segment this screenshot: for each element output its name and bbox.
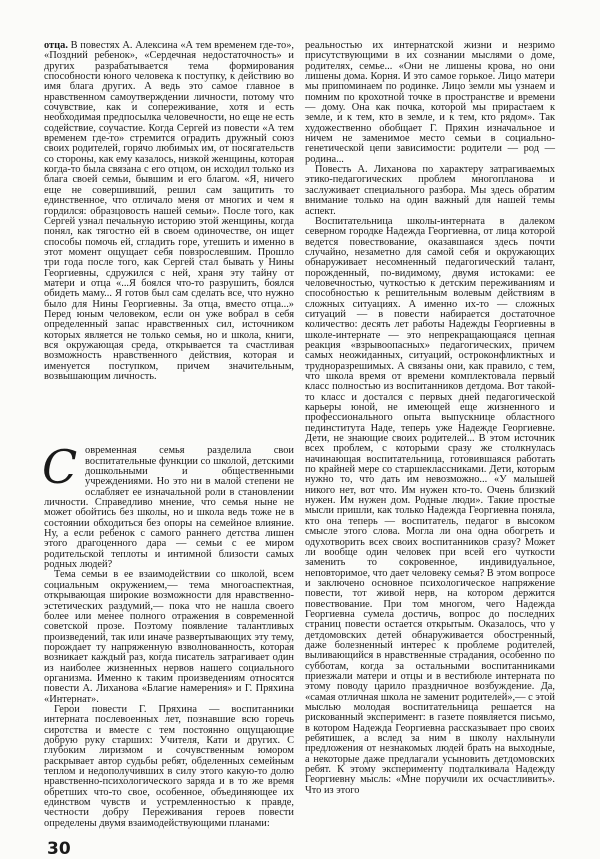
paragraph: Повесть А. Лиханова по характеру затрагиваемых этико-педагогических проблем многопланова и заслуживает специального разбора. Мы здесь обратим внимание только на один важный для нашей темы аспект.: [305, 164, 555, 217]
paragraph: [44, 41, 294, 382]
paragraph: Воспитательница школы-интерната в далеком северном городке Надежда Георгиевна, от лица которой ведется повествование, оказавшаяся здесь почти случайно, незаметно для самой себя и окружающих обнаруживает несомненный педагогический талант, порожденный, по-видимому, двумя истоками: ее человечностью, чуткостью к детским переживаниям и способностью к решительным волевым действиям в сложных ситуациях. А именно их-то — сложных ситуаций — в повести набирается достаточное количество: десять лет работы Надежды Георгиевны в школе-интернате — это непрекращающаяся цепная реакция «взрывоопасных» педагогических, причем самых неожиданных, ситуаций, остроконфликтных и трудноразрешимых. А связаны они, как правило, с тем, что школа время от времени комплектовала первый класс полностью из воспитанников детдома. Вот такой-то класс и достался с первых дней педагогической карьеры юной, не имеющей еще жизненного и профессионального опыта выпускнице областного пединститута Наде, теперь уже Надежде Георгиевне. Дети, не знающие своих родителей... В этом источник всех проблем, с которыми сразу же столкнулась начинающая воспитательница, готовившаяся работать по крайней мере со старшеклассниками. Дети, которым нужно то, что дать им невозможно... «У малышей никого нет, вот что. Им нужен кто-то. Очень близкий нужен. Им нужен дом. Родные люди». Такие простые мысли пришли, как только Надежда Георгиевна поняла, кто она теперь — воспитатель, педагог в высоком смысле этого слова. Могла ли она одна обогреть и одухотворить всех своих воспитанников сразу? Может ли вообще один человек при всей его чуткости заменить то сокровенное, индивидуальное, неповторимое, что дает человеку семья? В этом вопросе и заключено основное психологическое напряжение повести, тот живой нерв, на котором держится повествование. При том многом, чего Надежда Георгиевна сумела достичь, вопрос до последних страниц повести остается открытым. Оказалось, что у детдомовских детей обнаруживается обостренный, даже болезненный интерес к проблеме родителей, выливающийся в нравственные страдания, особенно по субботам, когда за остальными воспитанниками приезжали матери и отцы и в вестибюле интерната по этому поводу царило праздничное возбуждение. Да, «самая отличная школа не заменит родителей»,— с этой мыслью молодая воспитательница решается на рискованный эксперимент: в газете появляется письмо, в котором Надежда Георгиевна рассказывает про своих ребятишек, а вслед за ним в школу нахлынули предложения от незнакомых людей брать на выходные, а некоторые даже предлагали усыновить детдомовских ребят. К этому эксперименту подталкивала Надежду Георгиевну мысль: «Мне поручили их осчастливить». Что из этого: [305, 215, 555, 796]
paragraph-text: овременная семья разделила свои воспитательные функции со школой, детскими дошкольными и общественными учреждениями. Но это ни в малой степени не ослабляет ее изначальной роли в становлении личности. Справедливо мнение, что семья ныне не может обойтись без школы, но и школа ведь тоже не в состоянии обходиться без опоры на семейное влияние. Ну, а если ребенок с самого раннего детства лишен этого драгоценного дара — семьи с ее миром родительской теплоты и интимной близости самых родных людей?: [44, 445, 294, 571]
lead-word: отца.: [44, 40, 68, 51]
right-column: [305, 41, 555, 796]
page-number: 30: [47, 839, 71, 859]
paragraph: Герои повести Г. Пряхина — воспитанники интерната послевоенных лет, познавшие всю горечь сиротства и вместе с тем постоянно ощущающие добрую руку старших: Учителя, Кати и других. С глубоким лиризмом и сочувственным юмором раскрывает автор судьбы ребят, обделенных семейным теплом и недополучивших в силу этого какую-то долю нравственно-психологического заряда и в то же время обретших что-то свое, особенное, объединяющее их единством чувств и устремленностью к правде, честности добру Переживания героев повести определены двумя взаимодействующими планами:: [44, 703, 294, 829]
paragraph-drop-cap: [44, 446, 294, 570]
left-column: [44, 41, 294, 859]
drop-cap: С: [42, 446, 78, 489]
paragraph: Тема семьи в ее взаимодействии со школой, всем социальным окружением,— тема многоаспектная, открывающая широкие возможности для нравственно-эстетических раздумий,— пока что не нашла своего более или менее полного отражения в современной советской прозе. Поэтому появление талантливых произведений, так или иначе развертывающих эту тему, порождает ту напряженную взволнованность, которая возникает каждый раз, когда писатель затрагивает один из наиболее жизненных нервов нашего социального организма. Именно к таким произведениям относятся повести А. Лиханова «Благие намерения» и Г. Пряхина «Интернат».: [44, 569, 294, 705]
paragraph: реальностью их интернатской жизни и незримо присутствующими в их сознании мыслями о доме, родителях, семье... «Они не лишены крова, но они лишены дома. Корня. И это самое горькое. Лицо матери мы припоминаем по родинке. Лицо земли мы узнаем и помним по крохотной точке в пространстве и времени — дому. Она как почка, которой мы прирастаем к земле, и к тем, кто в земле, и к тем, кто рядом». Так художественно обобщает Г. Пряхин изначальное и ничем не заменимое место семьи в социально-генетической цепи зависимости: родители — род — родина...: [305, 40, 555, 165]
paragraph-text: В повестях А. Алексина «А тем временем где-то», «Поздний ребенок», «Сердечная недостаточность» и других разрабатывается тема формирования способности юного человека к поступку, к действию во имя блага других. А ведь это самое главное в нравственном самоутверждении личности, потому что сочувствие, как и сопереживание, хотя и есть необходимая предпосылка человечности, но еще не есть содействие, соучастие. Когда Сергей из повести «А тем временем где-то» стремится оградить дружный союз своих родителей, горячо любимых им, от посягательств со стороны, как ему казалось, низкой женщины, которая когда-то была связана с его отцом, он исходил только из блага своей семьи, бывшим и его благом. «Я, ничего еще не совершивший, решил сам защитить то единственное, что отличало меня от многих и чем я гордился: образцовость нашей семьи». После того, как Сергей узнал печальную историю этой женщины, когда понял, как тягостно ей в своем одиночестве, он ищет способы помочь ей, сгладить горе, утешить и именно в этот момент ощущает себя повзрослевшим. Прошло три года после того, как Сергей стал бывать у Нины Георгиевны, сдружился с ней, храня эту тайну от матери и отца «...Я боялся что-то разрушить, боялся обидеть маму... Я готов был сам сделать все, что нужно было для Нины Георгиевны. За отца, вместо отца...» Перед юным человеком, если он уже вобрал в себя определенный запас нравственных сил, источником которых является не только семья, но и школа, книги, вся окружающая среда, открывается та счастливая возможность нравственного действия, которая и именуется поступком, причем значительным, возвышающим личность.: [44, 40, 294, 382]
section-gap: [44, 382, 294, 446]
